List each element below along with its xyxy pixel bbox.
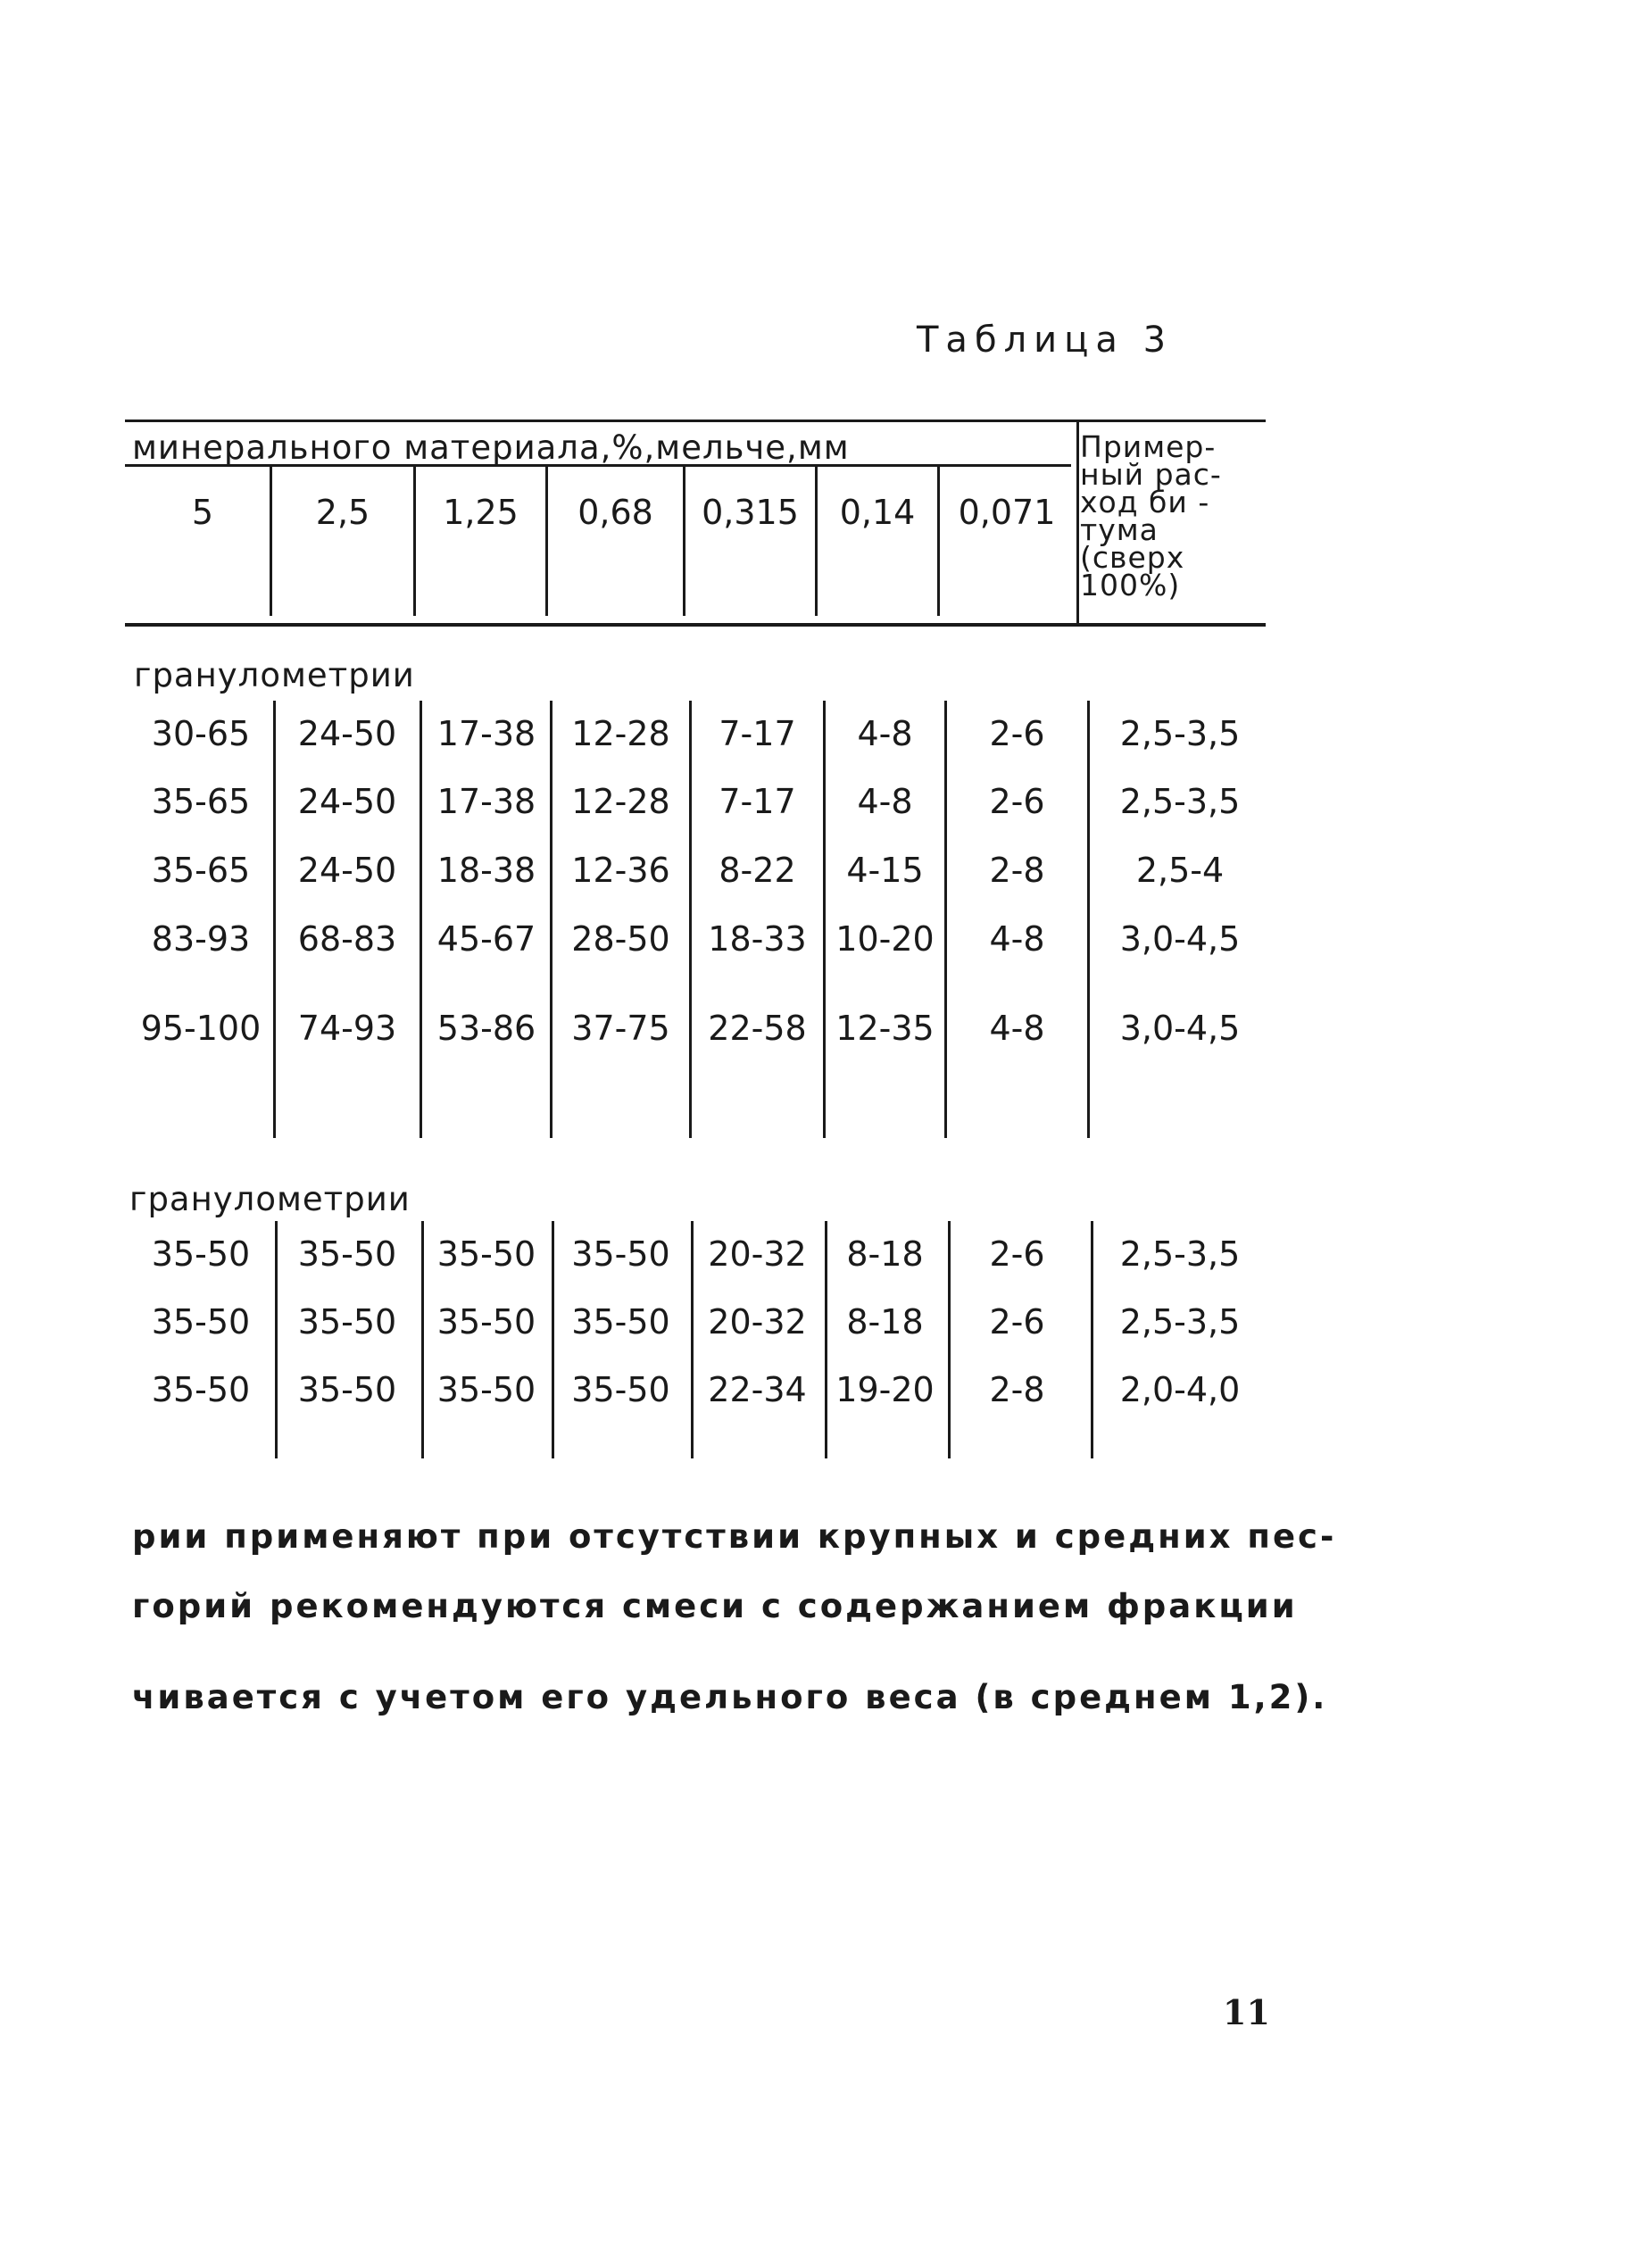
bitumen-consumption-cell: 2,5-3,5 [1119,782,1241,821]
bitumen-consumption-cell: 2,5-4 [1135,851,1225,890]
grading-cell: 18-33 [708,919,807,959]
grading-cell: 35-65 [151,782,251,821]
grading-cell: 10-20 [835,919,935,959]
grading-cell: 35-50 [571,1370,670,1409]
note-line: горий рекомендуются смеси с содержанием фракции [132,1587,1298,1625]
grading-cell: 35-50 [151,1234,251,1274]
header-divider [937,466,940,616]
grading-cell: 22-34 [708,1370,807,1409]
grading-cell: 35-50 [436,1302,536,1342]
header-sieve-size: 1,25 [443,493,519,532]
grading-cell: 22-58 [708,1009,807,1048]
table-title: Таблица 3 [917,320,1174,361]
grading-cell: 2-6 [989,1234,1045,1274]
grading-cell: 45-67 [436,919,536,959]
grading-cell: 12-36 [571,851,670,890]
grading-cell: 2-8 [989,1370,1045,1409]
grading-cell: 7-17 [719,714,796,753]
grading-cell: 12-28 [571,714,670,753]
grading-cell: 20-32 [708,1302,807,1342]
group-label: гранулометрии [129,1180,411,1218]
grading-cell: 24-50 [297,782,397,821]
grading-cell: 2-6 [989,714,1045,753]
note-line: чивается с учетом его удельного веса (в среднем 1,2). [132,1678,1328,1716]
header-sieve-size: 0,68 [577,493,653,532]
grading-cell: 35-50 [571,1302,670,1342]
header-divider [815,466,818,616]
header-span-label: минерального материала,%,мельче,мм [132,428,850,467]
grading-cell: 12-28 [571,782,670,821]
grading-cell: 24-50 [297,851,397,890]
grading-cell: 8-18 [846,1234,924,1274]
grading-cell: 4-8 [857,714,913,753]
grading-cell: 35-50 [436,1370,536,1409]
grading-cell: 53-86 [436,1009,536,1048]
header-divider [413,466,416,616]
grading-cell: 7-17 [719,782,796,821]
grading-cell: 35-50 [297,1370,397,1409]
grading-cell: 2-6 [989,1302,1045,1342]
grading-cell: 4-8 [989,919,1045,959]
page-number: 11 [1223,1992,1270,2032]
bitumen-consumption-cell: 2,0-4,0 [1119,1370,1241,1409]
grading-cell: 35-50 [436,1234,536,1274]
grading-cell: 8-22 [719,851,796,890]
grading-cell: 17-38 [436,782,536,821]
bitumen-consumption-cell: 2,5-3,5 [1119,714,1241,753]
grading-cell: 35-50 [151,1370,251,1409]
grading-cell: 4-8 [989,1009,1045,1048]
header-sieve-size: 5 [191,493,214,532]
group-label: гранулометрии [134,656,415,694]
grading-cell: 2-8 [989,851,1045,890]
grading-cell: 4-8 [857,782,913,821]
bitumen-consumption-cell: 3,0-4,5 [1119,919,1241,959]
top-rule [125,420,1266,422]
grading-cell: 35-50 [297,1234,397,1274]
grading-cell: 17-38 [436,714,536,753]
grading-cell: 35-65 [151,851,251,890]
grading-cell: 4-15 [846,851,924,890]
grading-cell: 37-75 [571,1009,670,1048]
grading-cell: 19-20 [835,1370,935,1409]
grading-cell: 83-93 [151,919,251,959]
header-sieve-size: 2,5 [315,493,370,532]
grading-cell: 12-35 [835,1009,935,1048]
bitumen-consumption-cell: 2,5-3,5 [1119,1234,1241,1274]
header-divider [545,466,548,616]
grading-cell: 8-18 [846,1302,924,1342]
note-line: рии применяют при отсутствии крупных и средних пес- [132,1517,1337,1556]
grading-cell: 24-50 [297,714,397,753]
header-divider [683,466,685,616]
grading-cell: 28-50 [571,919,670,959]
grading-cell: 20-32 [708,1234,807,1274]
header-bottom-rule [125,623,1266,627]
header-sieve-size: 0,14 [839,493,916,532]
grading-cell: 35-50 [151,1302,251,1342]
grading-cell: 35-50 [297,1302,397,1342]
grading-cell: 68-83 [297,919,397,959]
header-divider [270,466,272,616]
grading-cell: 18-38 [436,851,536,890]
body-divider [1087,701,1090,1138]
bitumen-consumption-cell: 2,5-3,5 [1119,1302,1241,1342]
header-sieve-size: 0,315 [702,493,799,532]
header-bitumen-consumption: Пример- ный рас- ход би - тума (сверх 100%) [1080,429,1222,602]
grading-cell: 95-100 [140,1009,262,1048]
header-sieve-size: 0,071 [958,493,1056,532]
header-divider [1076,420,1079,623]
grading-cell: 30-65 [151,714,251,753]
grading-cell: 74-93 [297,1009,397,1048]
grading-cell: 2-6 [989,782,1045,821]
grading-cell: 35-50 [571,1234,670,1274]
bitumen-consumption-cell: 3,0-4,5 [1119,1009,1241,1048]
